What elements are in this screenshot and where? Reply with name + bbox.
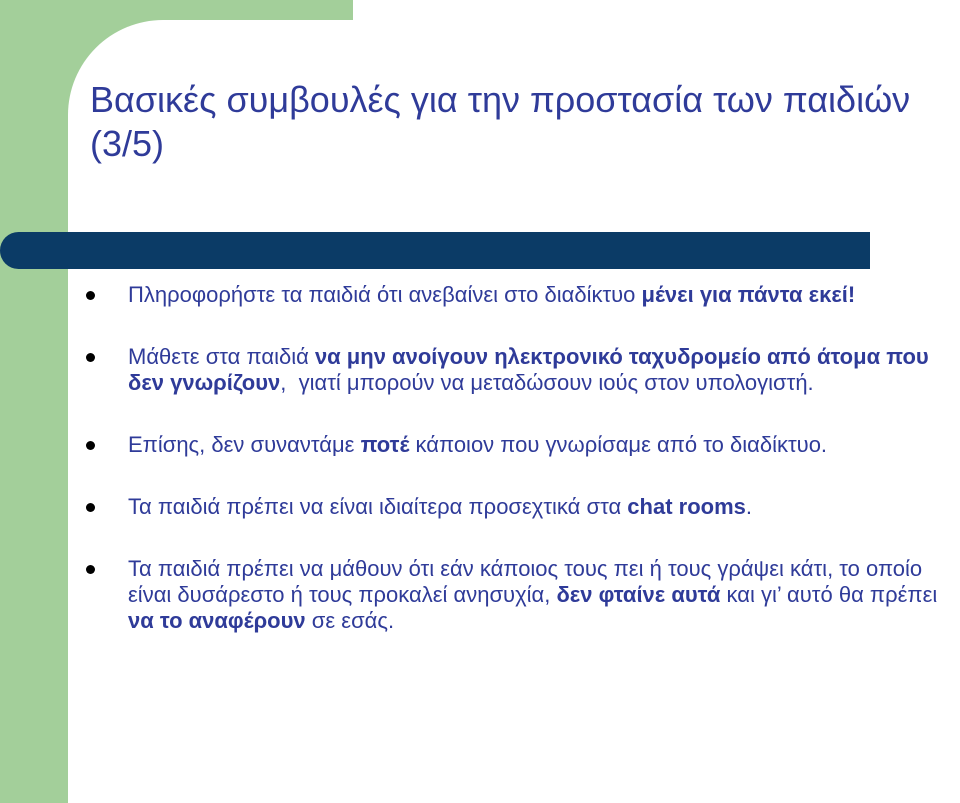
text-segment: . [745,494,753,519]
text-segment: , γιατί μπορούν να μεταδώσουν ιούς στον υπολογιστή. [280,370,814,395]
divider-bar [0,232,870,269]
bold-segment: ποτέ [360,432,410,457]
bullet-item [86,556,960,634]
text-segment: Επίσης, δεν συναντάμε [128,432,361,457]
bold-segment: μένει για πάντα εκεί! [641,282,856,307]
bold-segment: να μην ανοίγουν ηλεκτρονικό ταχυδρομείο από άτομα που δεν γνωρίζουν [128,344,929,395]
bullet-item [86,344,960,396]
bullet-item [86,282,960,308]
bold-segment: chat rooms [627,494,746,519]
text-segment: κάποιον που γνωρίσαμε από το διαδίκτυο. [409,432,828,457]
text-segment: και γι’ αυτό θα πρέπει [720,582,938,607]
text-segment: σε εσάς. [305,608,395,633]
bold-segment: δεν φταίνε αυτά [556,582,721,607]
green-side-band [0,0,68,803]
bullet-item [86,494,960,520]
bold-segment: να το αναφέρουν [128,608,306,633]
bullet-item [86,432,960,458]
text-segment: Πληροφορήστε τα παιδιά ότι ανεβαίνει στο διαδίκτυο [128,282,642,307]
text-segment: Μάθετε στα παιδιά [128,344,315,369]
bullet-list [86,282,960,670]
slide-title: Βασικές συμβουλές για την προστασία των παιδιών (3/5) [90,79,911,164]
text-segment: Τα παιδιά πρέπει να είναι ιδιαίτερα προσεχτικά στα [128,494,628,519]
text-segment: Τα παιδιά πρέπει να μάθουν ότι εάν κάποιος τους πει ή τους γράψει κάτι, το οποίο είναι δυσάρεστο ή τους προκαλεί ανησυχία, [128,556,923,607]
